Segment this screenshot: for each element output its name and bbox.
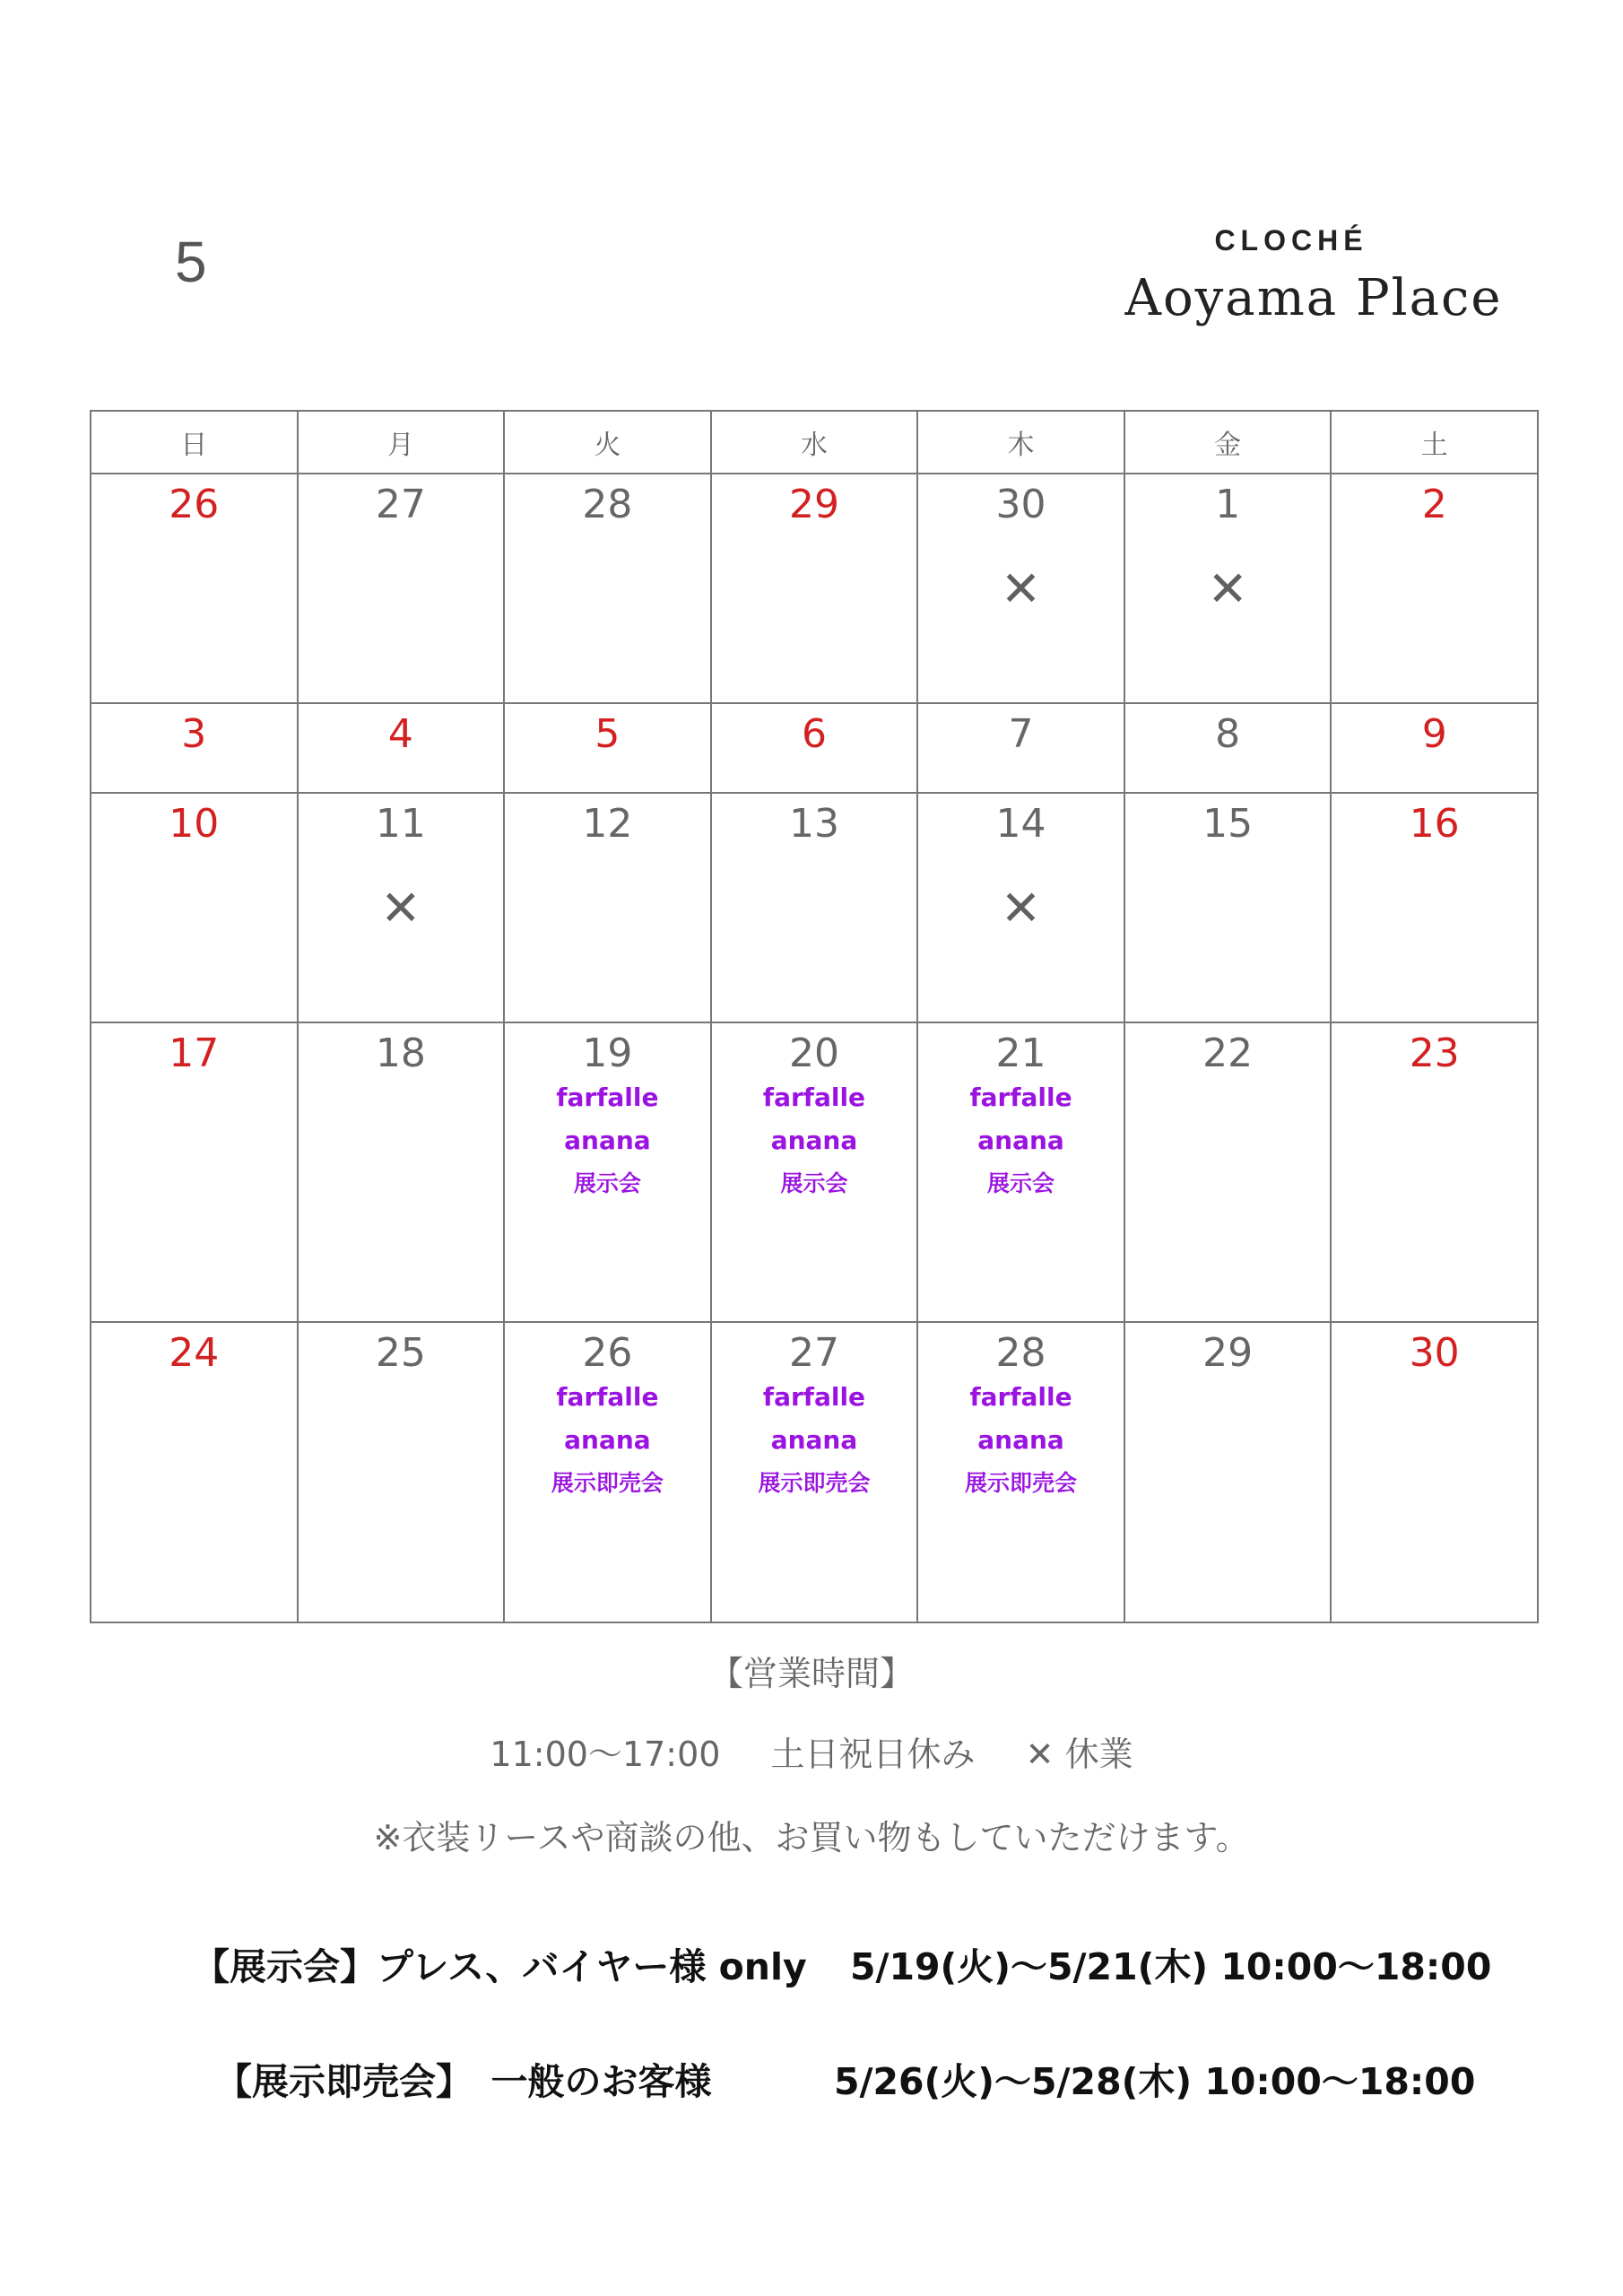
sale-label: 【展示即売会】 一般のお客様 bbox=[215, 2060, 712, 2103]
month-title: 5 bbox=[175, 230, 207, 294]
day-number: 29 bbox=[788, 482, 839, 527]
day-number: 25 bbox=[375, 1330, 426, 1377]
day-number: 27 bbox=[788, 1330, 839, 1377]
calendar-week-row bbox=[91, 1322, 1538, 1622]
event-brand-label: farfalle bbox=[556, 1082, 659, 1112]
calendar-week-row bbox=[91, 474, 1538, 703]
calendar-day-cell bbox=[1124, 793, 1332, 1022]
calendar-day-cell bbox=[711, 1022, 918, 1323]
day-number: 16 bbox=[1409, 800, 1460, 847]
calendar-day-cell bbox=[91, 1322, 298, 1622]
calendar-day-cell bbox=[298, 793, 505, 1022]
sale-dates: 5/26(火)〜5/28(木) 10:00〜18:00 bbox=[834, 2060, 1476, 2103]
brand-logo-top: CLOCHÉ bbox=[1214, 224, 1368, 257]
event-brand-label: farfalle bbox=[556, 1382, 659, 1413]
event-brand-label: anana bbox=[770, 1125, 858, 1155]
weekday-header: 水 bbox=[711, 411, 918, 474]
calendar-day-cell bbox=[917, 793, 1124, 1022]
event-type-label: 展示会 bbox=[780, 1170, 848, 1196]
event-brand-label: anana bbox=[564, 1125, 651, 1155]
calendar-day-cell bbox=[91, 703, 298, 793]
event-brand-label: farfalle bbox=[969, 1382, 1072, 1413]
note-text: ※衣装リースや商談の他、お買い物もしていただけます。 bbox=[373, 1818, 1250, 1857]
calendar-day-cell bbox=[504, 793, 711, 1022]
day-number: 26 bbox=[169, 482, 220, 527]
calendar-week-row bbox=[91, 1022, 1538, 1323]
day-number: 7 bbox=[1008, 711, 1034, 758]
closed-legend: ✕ 休業 bbox=[1025, 1735, 1133, 1774]
calendar-day-cell bbox=[711, 474, 918, 703]
event-type-label: 展示即売会 bbox=[551, 1470, 664, 1497]
event-brand-label: farfalle bbox=[762, 1382, 866, 1413]
calendar-day-cell bbox=[1331, 1022, 1538, 1323]
hours-time: 11:00〜17:00 bbox=[490, 1735, 721, 1774]
weekday-header: 月 bbox=[298, 411, 505, 474]
calendar-day-cell bbox=[917, 1022, 1124, 1323]
calendar-day-cell bbox=[711, 1322, 918, 1622]
day-number: 1 bbox=[1215, 482, 1241, 527]
day-number: 14 bbox=[995, 800, 1046, 847]
day-number: 29 bbox=[1202, 1330, 1254, 1377]
calendar-day-cell bbox=[917, 703, 1124, 793]
calendar-week-row bbox=[91, 793, 1538, 1022]
calendar-day-cell bbox=[298, 703, 505, 793]
day-number: 17 bbox=[169, 1030, 220, 1076]
event-brand-label: anana bbox=[977, 1125, 1064, 1155]
event-brand-label: anana bbox=[770, 1425, 858, 1456]
calendar-week-row bbox=[91, 703, 1538, 793]
day-number: 15 bbox=[1202, 800, 1254, 847]
event-type-label: 展示会 bbox=[987, 1170, 1055, 1196]
exhibition-label: 【展示会】プレス、バイヤー様 only bbox=[193, 1945, 807, 1988]
day-number: 24 bbox=[169, 1330, 220, 1377]
hours-line bbox=[0, 1726, 1623, 1776]
calendar-day-cell bbox=[504, 474, 711, 703]
day-number: 3 bbox=[181, 711, 207, 758]
calendar-day-cell bbox=[1331, 793, 1538, 1022]
calendar-day-cell bbox=[504, 1022, 711, 1323]
day-number: 23 bbox=[1409, 1030, 1460, 1076]
weekday-header: 日 bbox=[91, 411, 298, 474]
calendar-day-cell bbox=[504, 1322, 711, 1622]
day-number: 18 bbox=[375, 1030, 426, 1076]
calendar-day-cell bbox=[711, 703, 918, 793]
calendar-day-cell bbox=[91, 474, 298, 703]
day-number: 12 bbox=[582, 800, 633, 847]
event-type-label: 展示即売会 bbox=[965, 1470, 1078, 1497]
day-number: 21 bbox=[995, 1030, 1046, 1076]
day-number: 10 bbox=[169, 800, 220, 847]
day-number: 11 bbox=[375, 800, 426, 847]
calendar-grid bbox=[90, 410, 1539, 1623]
exhibition-dates: 5/19(火)〜5/21(木) 10:00〜18:00 bbox=[850, 1945, 1492, 1988]
calendar-day-cell bbox=[504, 703, 711, 793]
day-number: 30 bbox=[995, 482, 1046, 527]
calendar-day-cell bbox=[298, 1022, 505, 1323]
calendar-day-cell bbox=[1331, 703, 1538, 793]
closed-icon: ✕ bbox=[1000, 561, 1042, 617]
day-number: 8 bbox=[1215, 711, 1241, 758]
calendar-day-cell bbox=[1331, 1322, 1538, 1622]
closed-icon: ✕ bbox=[380, 879, 421, 936]
calendar-day-cell bbox=[1124, 1322, 1332, 1622]
day-number: 4 bbox=[387, 711, 413, 758]
day-number: 28 bbox=[582, 482, 633, 527]
calendar-day-cell bbox=[1124, 1022, 1332, 1323]
calendar-day-cell bbox=[91, 793, 298, 1022]
day-number: 30 bbox=[1409, 1330, 1460, 1377]
hours-days-off: 土日祝日休み bbox=[770, 1735, 976, 1774]
event-type-label: 展示会 bbox=[573, 1170, 641, 1196]
day-number: 22 bbox=[1202, 1030, 1254, 1076]
calendar-body bbox=[91, 474, 1538, 1622]
calendar-day-cell bbox=[711, 793, 918, 1022]
calendar-day-cell bbox=[298, 1322, 505, 1622]
hours-heading: 【営業時間】 bbox=[708, 1654, 914, 1693]
day-number: 13 bbox=[788, 800, 839, 847]
brand-logo-bottom: Aoyama Place bbox=[1124, 269, 1503, 327]
day-number: 9 bbox=[1421, 711, 1447, 758]
event-type-label: 展示即売会 bbox=[758, 1470, 871, 1497]
day-number: 6 bbox=[801, 711, 827, 758]
closed-icon: ✕ bbox=[1000, 879, 1042, 936]
event-brand-label: anana bbox=[564, 1425, 651, 1456]
event-brand-label: farfalle bbox=[762, 1082, 866, 1112]
day-number: 19 bbox=[582, 1030, 633, 1076]
calendar-day-cell bbox=[1331, 474, 1538, 703]
weekday-header: 金 bbox=[1124, 411, 1332, 474]
closed-icon: ✕ bbox=[1207, 561, 1248, 617]
calendar-day-cell bbox=[298, 474, 505, 703]
day-number: 27 bbox=[375, 482, 426, 527]
day-number: 2 bbox=[1421, 482, 1447, 527]
day-number: 28 bbox=[995, 1330, 1046, 1377]
weekday-header: 土 bbox=[1331, 411, 1538, 474]
weekday-header: 木 bbox=[917, 411, 1124, 474]
calendar-day-cell bbox=[1124, 474, 1332, 703]
calendar-day-cell bbox=[91, 1022, 298, 1323]
day-number: 20 bbox=[788, 1030, 839, 1076]
event-brand-label: farfalle bbox=[969, 1082, 1072, 1112]
calendar-day-cell bbox=[1124, 703, 1332, 793]
weekday-header: 火 bbox=[504, 411, 711, 474]
event-brand-label: anana bbox=[977, 1425, 1064, 1456]
calendar-day-cell bbox=[917, 1322, 1124, 1622]
calendar-day-cell bbox=[917, 474, 1124, 703]
weekday-header-row bbox=[91, 411, 1538, 474]
day-number: 26 bbox=[582, 1330, 633, 1377]
day-number: 5 bbox=[595, 711, 621, 758]
